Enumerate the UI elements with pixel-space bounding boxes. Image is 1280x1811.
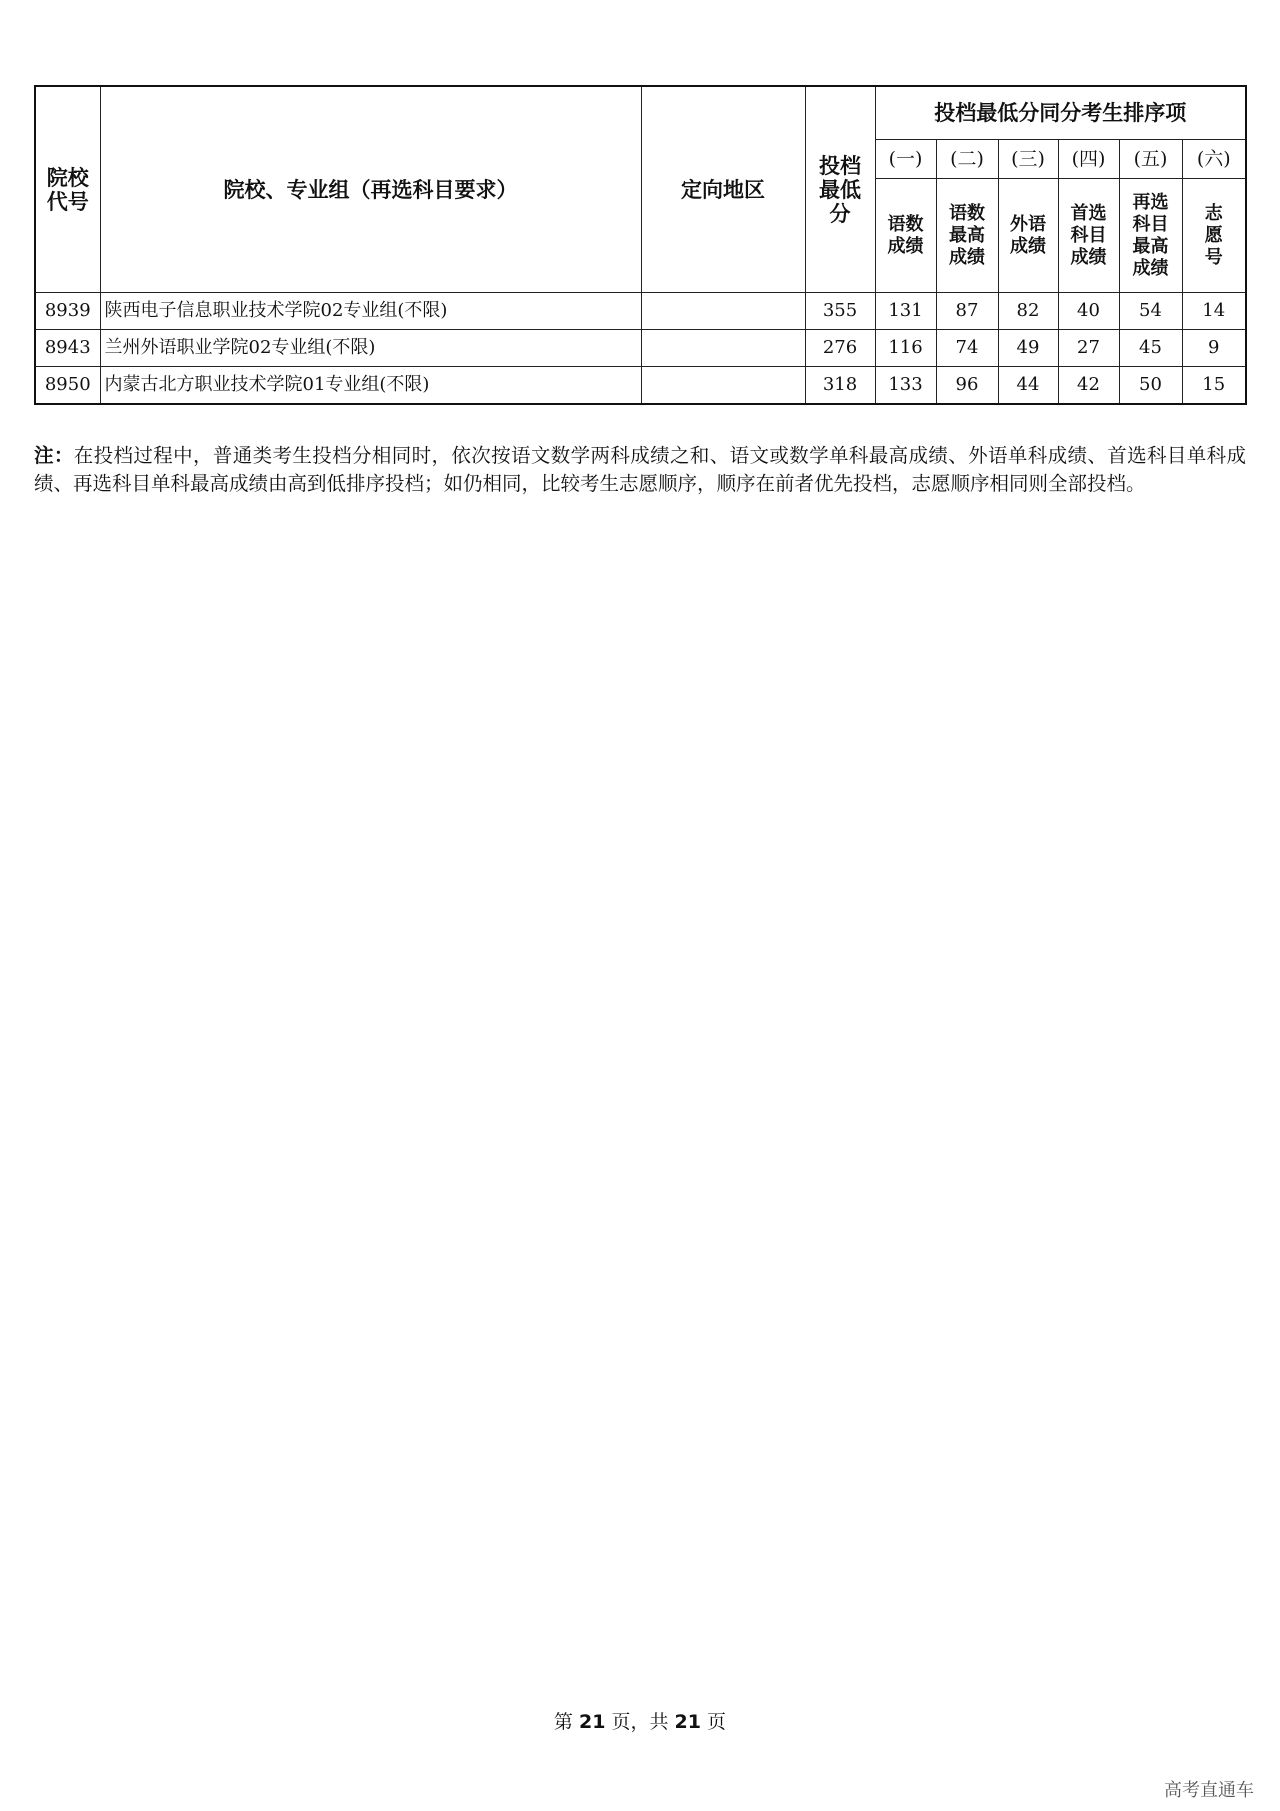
cell-min-score: 276 — [805, 330, 875, 367]
cell-tie-5: 50 — [1119, 367, 1182, 405]
footnote — [34, 442, 1246, 498]
cell-region — [641, 367, 805, 405]
cell-tie-2: 87 — [936, 293, 998, 330]
header-tie-item-2: 语数 最高 成绩 — [936, 179, 998, 293]
cell-tie-2: 74 — [936, 330, 998, 367]
header-tie-item-5: 再选 科目 最高 成绩 — [1119, 179, 1182, 293]
cell-code: 8939 — [35, 293, 100, 330]
footnote-text: 在投档过程中，普通类考生投档分相同时，依次按语文数学两科成绩之和、语文或数学单科最高成绩、外语单科成绩、首选科目单科成绩、再选科目单科最高成绩由高到低排序投档；如仍相同，比较考生志愿顺序，顺序在前者优先投档，志愿顺序相同则全部投档。 — [34, 444, 1246, 495]
cell-tie-3: 49 — [998, 330, 1058, 367]
header-tie-item-1: 语数 成绩 — [875, 179, 936, 293]
cell-tie-3: 82 — [998, 293, 1058, 330]
header-tie-order-1: (一) — [875, 140, 936, 179]
cell-tie-4: 42 — [1058, 367, 1119, 405]
table-row — [35, 293, 1246, 330]
current-page: 21 — [578, 1711, 606, 1733]
header-school-group: 院校、专业组（再选科目要求） — [100, 86, 641, 293]
cell-school-group: 陕西电子信息职业技术学院02专业组(不限) — [100, 293, 641, 330]
cell-region — [641, 293, 805, 330]
header-tie-item-3: 外语 成绩 — [998, 179, 1058, 293]
cell-tie-5: 45 — [1119, 330, 1182, 367]
header-tie-order-5: (五) — [1119, 140, 1182, 179]
cell-tie-4: 27 — [1058, 330, 1119, 367]
header-min-score: 投档 最低 分 — [805, 86, 875, 293]
footnote-label: 注： — [34, 444, 74, 467]
cell-tie-1: 116 — [875, 330, 936, 367]
watermark: 高考直通车 — [1164, 1780, 1254, 1801]
cell-tie-2: 96 — [936, 367, 998, 405]
page-suffix: 页 — [707, 1711, 727, 1733]
cell-code: 8943 — [35, 330, 100, 367]
page-prefix: 第 — [553, 1711, 573, 1733]
header-school-code: 院校 代号 — [35, 86, 100, 293]
header-tie-item-6: 志 愿 号 — [1182, 179, 1246, 293]
header-tie-order-3: (三) — [998, 140, 1058, 179]
cell-code: 8950 — [35, 367, 100, 405]
table-row — [35, 330, 1246, 367]
cell-tie-6: 14 — [1182, 293, 1246, 330]
cell-school-group: 内蒙古北方职业技术学院01专业组(不限) — [100, 367, 641, 405]
table-header — [35, 86, 1246, 293]
total-pages: 21 — [674, 1711, 701, 1733]
cell-tie-4: 40 — [1058, 293, 1119, 330]
cell-region — [641, 330, 805, 367]
cell-tie-6: 9 — [1182, 330, 1246, 367]
admission-table — [34, 85, 1247, 405]
header-tie-order-4: (四) — [1058, 140, 1119, 179]
table-row — [35, 367, 1246, 405]
cell-min-score: 318 — [805, 367, 875, 405]
header-tie-item-4: 首选 科目 成绩 — [1058, 179, 1119, 293]
cell-school-group: 兰州外语职业学院02专业组(不限) — [100, 330, 641, 367]
cell-tie-1: 131 — [875, 293, 936, 330]
header-tie-order-6: (六) — [1182, 140, 1246, 179]
header-tie-order-2: (二) — [936, 140, 998, 179]
table-body — [35, 293, 1246, 405]
cell-tie-6: 15 — [1182, 367, 1246, 405]
header-region: 定向地区 — [641, 86, 805, 293]
cell-tie-3: 44 — [998, 367, 1058, 405]
cell-tie-5: 54 — [1119, 293, 1182, 330]
cell-min-score: 355 — [805, 293, 875, 330]
header-tie-group: 投档最低分同分考生排序项 — [875, 86, 1246, 140]
cell-tie-1: 133 — [875, 367, 936, 405]
page-number — [0, 1707, 1280, 1734]
page-middle: 页，共 — [611, 1711, 669, 1733]
